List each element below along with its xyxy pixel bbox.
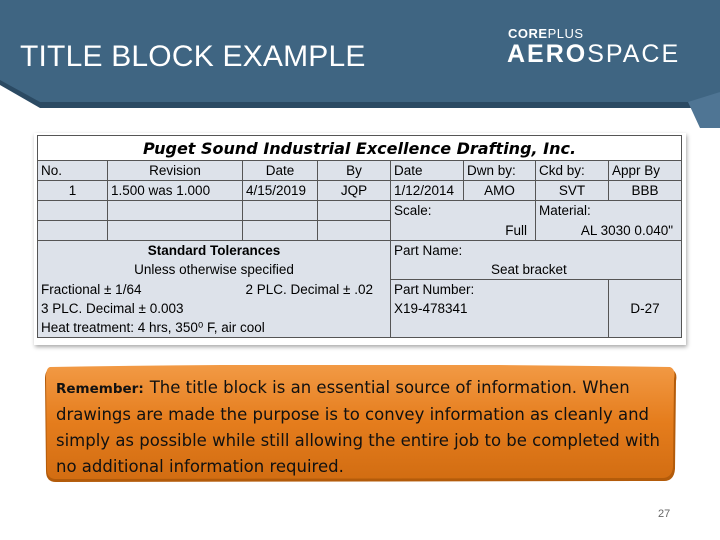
empty-cell: [609, 318, 682, 338]
scale-label: Scale:: [391, 201, 536, 221]
header-date: Date: [243, 161, 318, 181]
logo-core-text: CORE: [508, 26, 548, 41]
header-no: No.: [38, 161, 108, 181]
header-date2: Date: [391, 161, 464, 181]
row1-date2: 1/12/2014: [391, 181, 464, 201]
row1-dwn-by: AMO: [464, 181, 536, 201]
empty-cell: [38, 221, 108, 241]
note-label: Remember:: [56, 381, 144, 397]
sheet-id: D-27: [609, 299, 682, 318]
row1-date: 4/15/2019: [243, 181, 318, 201]
fractional-tolerance: Fractional ± 1/64: [38, 280, 243, 300]
row1-appr-by: BBB: [609, 181, 682, 201]
scale-value: Full: [391, 221, 536, 241]
tolerances-title: Standard Tolerances: [38, 241, 391, 261]
empty-cell: [243, 221, 318, 241]
empty-cell: [318, 201, 391, 221]
logo-aero-text: AERO: [507, 40, 588, 68]
logo-aerospace: [507, 40, 680, 69]
two-plc-tolerance: 2 PLC. Decimal ± .02: [243, 280, 391, 300]
slide-title: TITLE BLOCK EXAMPLE: [20, 40, 366, 73]
logo-coreplus: [508, 26, 584, 41]
header-ckd-by: Ckd by:: [536, 161, 609, 181]
empty-cell: [391, 318, 609, 338]
material-label: Material:: [536, 201, 682, 221]
part-name-value: Seat bracket: [391, 260, 682, 280]
row1-no: 1: [38, 181, 108, 201]
remember-note: [42, 365, 678, 485]
title-block: [34, 133, 686, 345]
header-dwn-by: Dwn by:: [464, 161, 536, 181]
part-number-label: Part Number:: [391, 280, 609, 300]
empty-cell: [108, 221, 243, 241]
part-number-value: X19-478341: [391, 299, 609, 318]
part-name-label: Part Name:: [391, 241, 682, 261]
title-block-table: [37, 135, 682, 338]
logo-space-text: SPACE: [587, 40, 681, 68]
row1-by: JQP: [318, 181, 391, 201]
row1-revision: 1.500 was 1.000: [108, 181, 243, 201]
tolerances-sub: Unless otherwise specified: [38, 260, 391, 280]
three-plc-tolerance: 3 PLC. Decimal ± 0.003: [38, 299, 391, 318]
note-body: The title block is an essential source of information. When drawings are made the purpose is to convey information as cleanly and simply as possible while still allowing the entire job to be completed with no additional information required.: [56, 378, 660, 476]
header-revision: Revision: [108, 161, 243, 181]
company-name: Puget Sound Industrial Excellence Drafting, Inc.: [38, 136, 682, 161]
heat-treatment: Heat treatment: 4 hrs, 350⁰ F, air cool: [38, 318, 391, 338]
row1-ckd-by: SVT: [536, 181, 609, 201]
note-text: [56, 375, 662, 480]
header-by: By: [318, 161, 391, 181]
header-appr-by: Appr By: [609, 161, 682, 181]
empty-cell: [108, 201, 243, 221]
empty-cell: [609, 280, 682, 300]
empty-cell: [38, 201, 108, 221]
empty-cell: [243, 201, 318, 221]
page-number: 27: [658, 508, 671, 520]
logo-plus-text: PLUS: [547, 26, 584, 41]
material-value: AL 3030 0.040": [536, 221, 682, 241]
empty-cell: [318, 221, 391, 241]
